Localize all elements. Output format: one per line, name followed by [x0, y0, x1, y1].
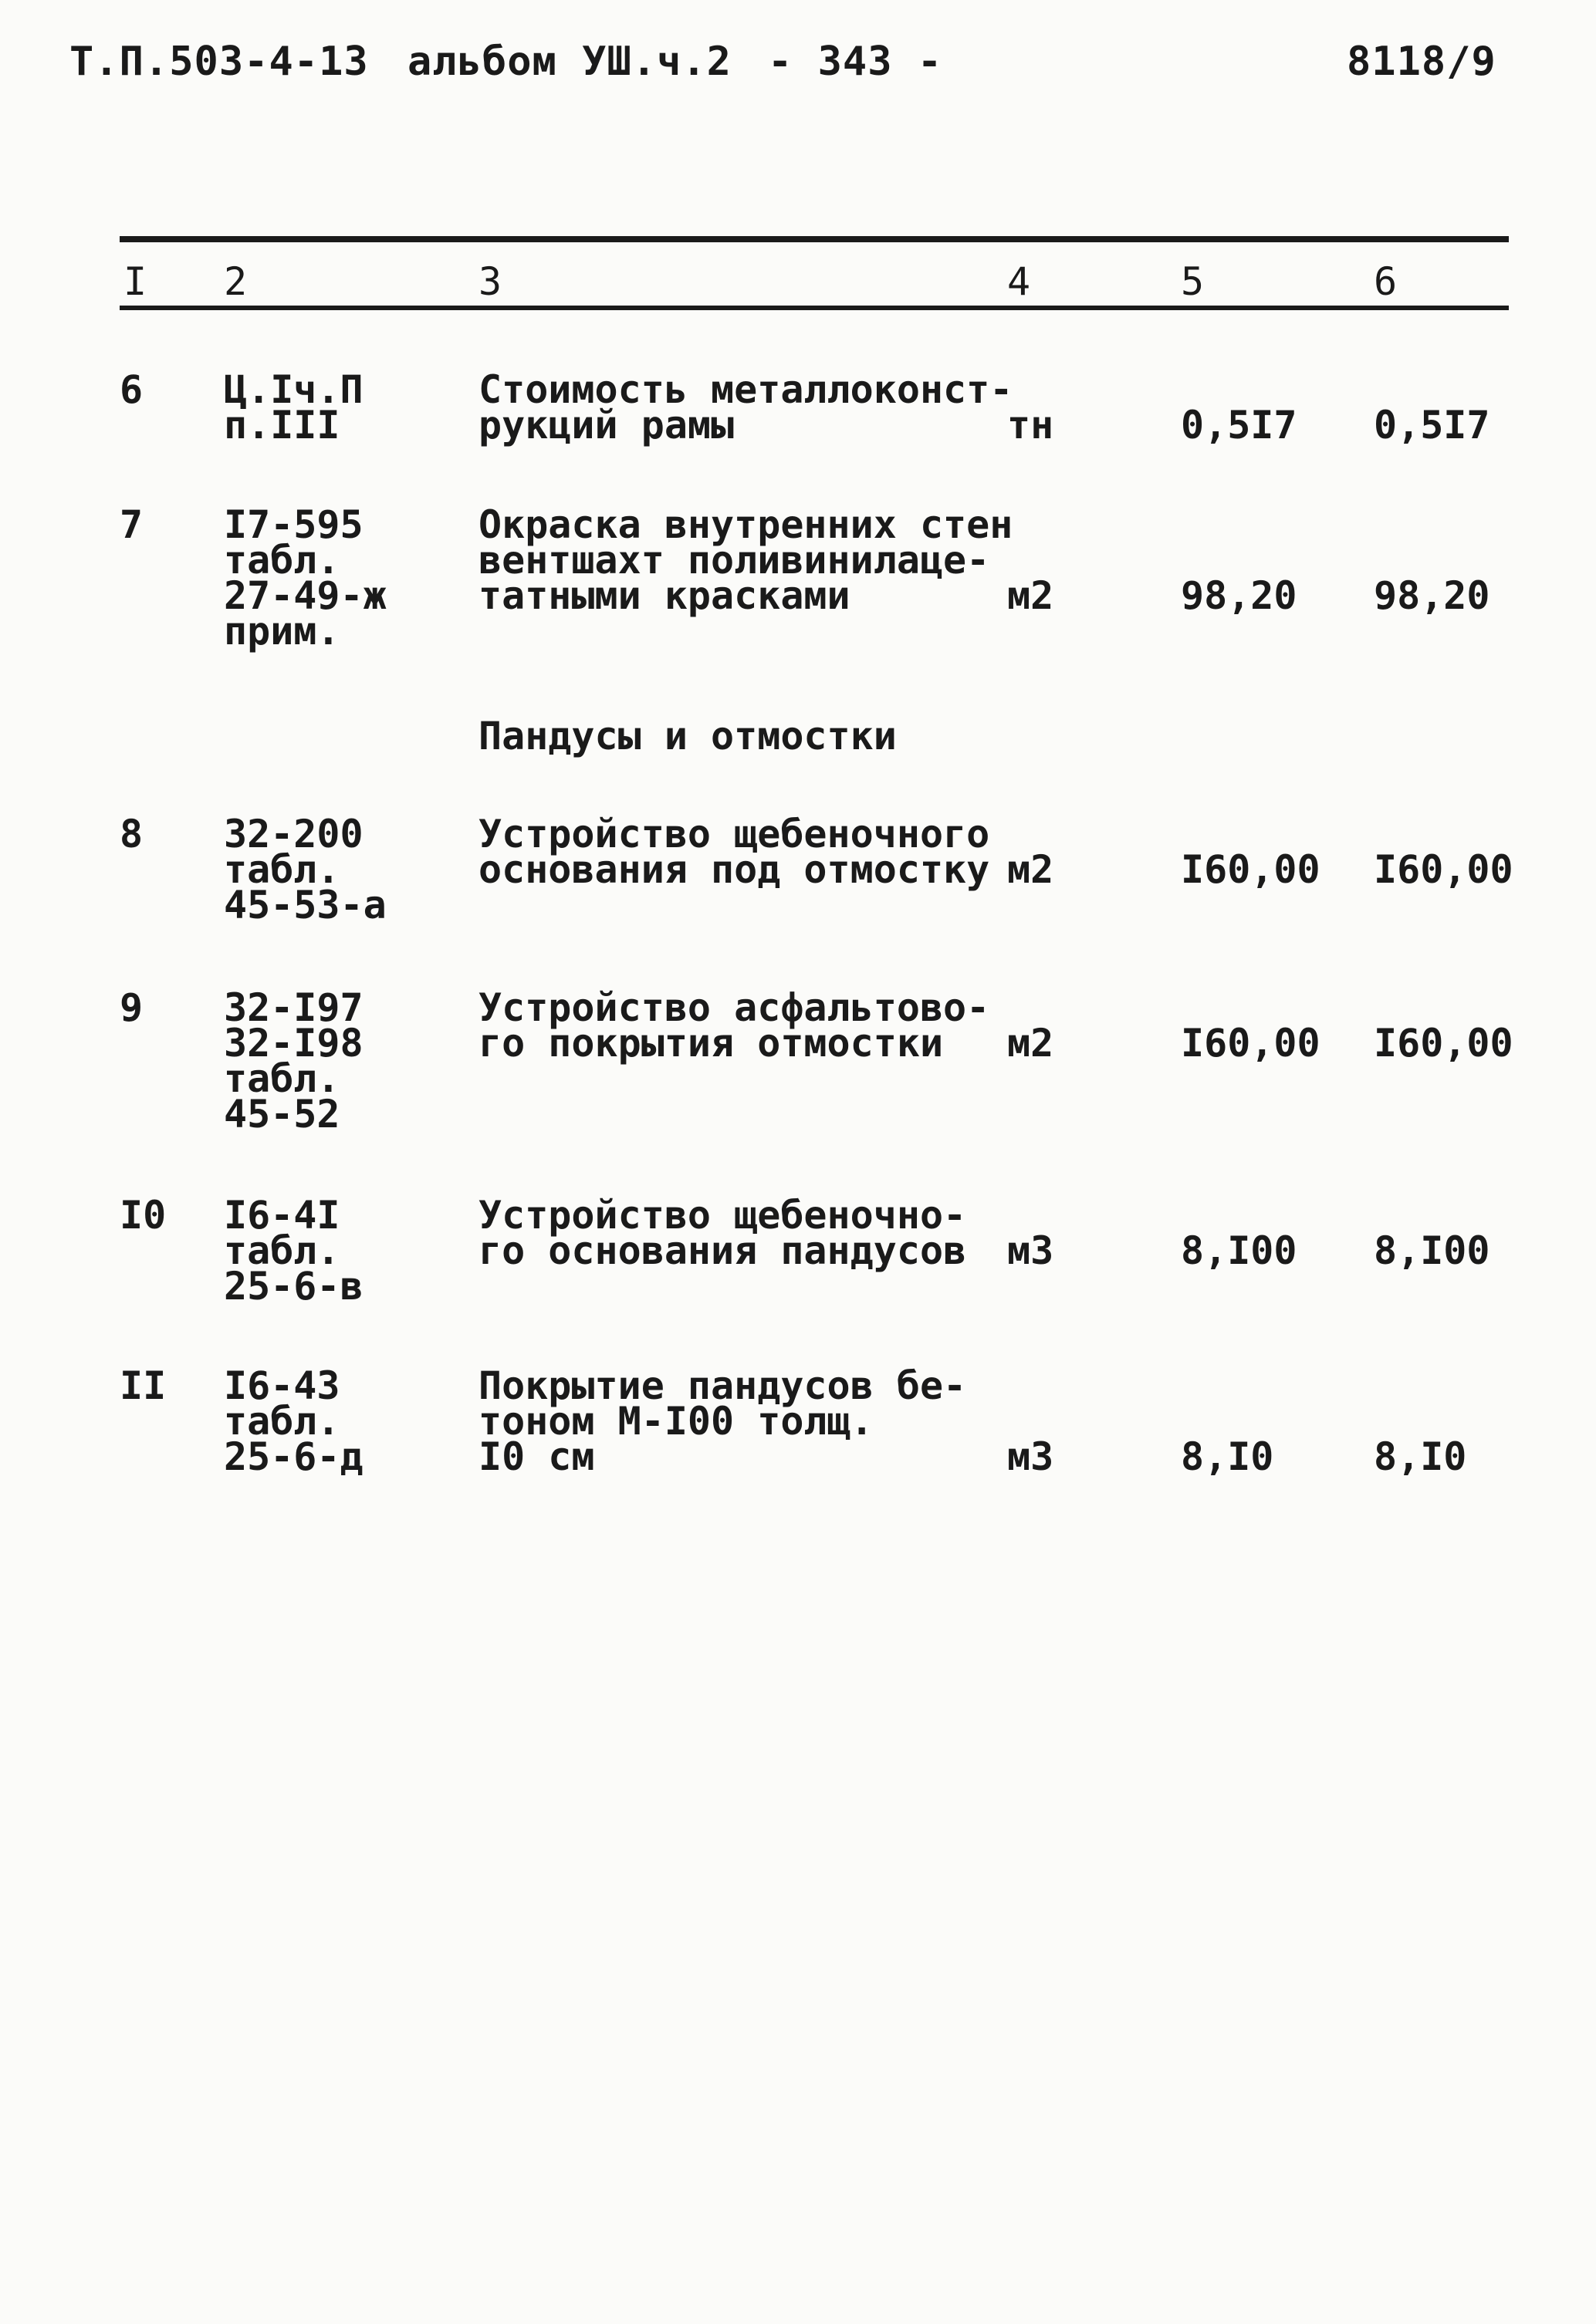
row-unit: м3	[1007, 1434, 1054, 1479]
row-description: Устройство щебеночно- го основания пандусов	[478, 1193, 967, 1273]
row-value-col6: 0,5I7	[1374, 403, 1490, 448]
row-value-col5: I60,00	[1181, 847, 1320, 892]
row-value-col5: 8,I0	[1181, 1434, 1274, 1479]
column-header: 3	[478, 259, 502, 304]
page-number: - 343 -	[768, 39, 943, 85]
row-unit: м3	[1007, 1228, 1054, 1273]
row-unit: тн	[1007, 403, 1054, 448]
row-unit: м2	[1007, 573, 1054, 618]
row-reference: 32-I97 32-I98 табл. 45-52	[224, 985, 363, 1137]
column-header: 6	[1374, 259, 1398, 304]
row-number: I0	[120, 1193, 167, 1238]
column-header: 5	[1181, 259, 1205, 304]
row-reference: I7-595 табл. 27-49-ж прим.	[224, 502, 387, 654]
row-unit: м2	[1007, 1021, 1054, 1066]
row-number: 6	[120, 367, 144, 412]
row-description: Стоимость металлоконст- рукций рамы	[478, 367, 1013, 448]
sheet-number: 8118/9	[1347, 39, 1496, 85]
column-header: 2	[224, 259, 248, 304]
document-code: Т.П.503-4-13	[69, 39, 369, 85]
row-value-col6: 8,I00	[1374, 1228, 1490, 1273]
row-description: Устройство асфальтово- го покрытия отмостки	[478, 985, 990, 1066]
row-number: 9	[120, 985, 144, 1030]
row-value-col6: I60,00	[1374, 1021, 1513, 1066]
column-header: 4	[1007, 259, 1031, 304]
album-label: альбом УШ.ч.2	[407, 39, 732, 85]
section-title: Пандусы и отмостки	[478, 714, 897, 758]
row-reference: I6-4I табл. 25-6-в	[224, 1193, 363, 1309]
row-number: 8	[120, 812, 144, 856]
row-value-col5: 0,5I7	[1181, 403, 1297, 448]
row-value-col6: I60,00	[1374, 847, 1513, 892]
row-value-col5: I60,00	[1181, 1021, 1320, 1066]
row-description: Покрытие пандусов бе- тоном М-I00 толщ. I0 см	[478, 1363, 967, 1479]
row-value-col6: 98,20	[1374, 573, 1490, 618]
row-value-col5: 98,20	[1181, 573, 1297, 618]
row-value-col6: 8,I0	[1374, 1434, 1467, 1479]
row-unit: м2	[1007, 847, 1054, 892]
row-reference: 32-200 табл. 45-53-а	[224, 812, 387, 927]
row-description: Устройство щебеночного основания под отмостку	[478, 812, 990, 892]
table-top-rule	[120, 236, 1509, 242]
row-number: II	[120, 1363, 167, 1408]
row-number: 7	[120, 502, 144, 547]
row-reference: Ц.Iч.П п.III	[224, 367, 363, 448]
row-description: Окраска внутренних стен вентшахт поливинилаце- татными красками	[478, 502, 1013, 618]
column-header: I	[123, 259, 147, 304]
row-value-col5: 8,I00	[1181, 1228, 1297, 1273]
row-reference: I6-43 табл. 25-6-д	[224, 1363, 363, 1479]
table-header-rule	[120, 306, 1509, 310]
